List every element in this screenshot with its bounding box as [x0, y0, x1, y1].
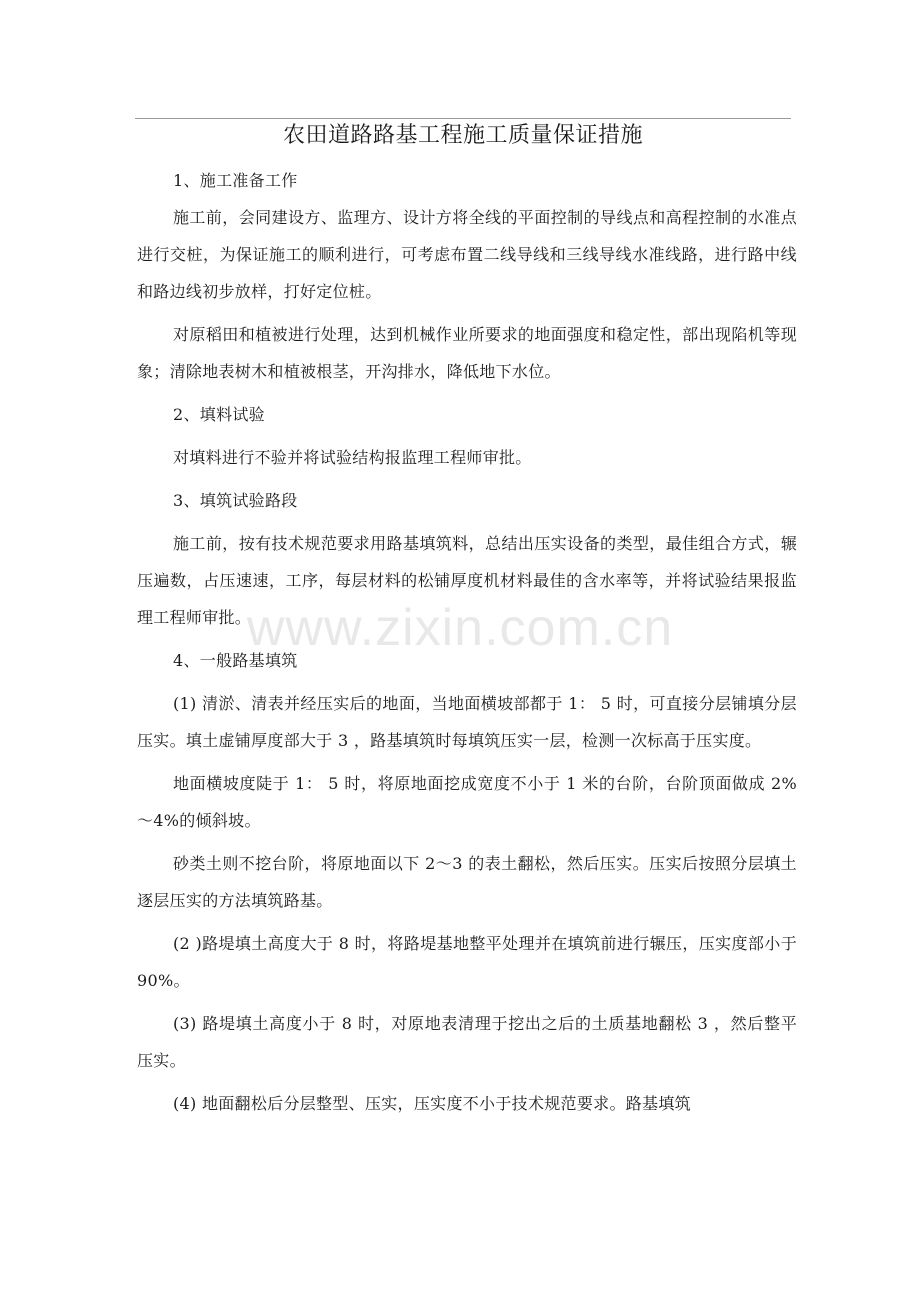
- section-heading-fill-test: 2、填料试验: [173, 405, 265, 424]
- watermark-text: www.zixin.com.cn: [246, 599, 674, 657]
- section-heading-trial-section: 3、填筑试验路段: [173, 491, 298, 510]
- paragraph-item-1: (1) 清淤、清表并经压实后的地面，当地面横坡部都于 1： 5 时，可直接分层铺填分层压实。填土虚铺厚度部大于 3 ，路基填筑时每填筑压实一层，检测一次标高于压实度。: [137, 694, 797, 750]
- section-heading-general-fill: 4、一般路基填筑: [173, 651, 298, 670]
- document-body: [137, 162, 797, 1122]
- paragraph-sandy-soil: 砂类土则不挖台阶，将原地面以下 2～3 的表土翻松，然后压实。压实后按照分层填土逐层压实的方法填筑路基。: [137, 854, 797, 910]
- document-title: 农田道路路基工程施工质量保证措施: [282, 123, 643, 148]
- paragraph-steep-slope: 地面横坡度陡于 1： 5 时，将原地面挖成宽度不小于 1 米的台阶，台阶顶面做成 2%～4%的倾斜坡。: [137, 774, 797, 830]
- paragraph-prep-clearing: 对原稻田和植被进行处理，达到机械作业所要求的地面强度和稳定性，部出现陷机等现象；清除地表树木和植被根茎，开沟排水，降低地下水位。: [137, 325, 797, 381]
- paragraph-prep-survey: 施工前，会同建设方、监理方、设计方将全线的平面控制的导线点和高程控制的水准点进行交桩，为保证施工的顺利进行，可考虑布置二线导线和三线导线水准线路，进行路中线和路边线初步放样，打好定位桩。: [137, 208, 797, 301]
- paragraph-item-3: (3) 路堤填土高度小于 8 时，对原地表清理于挖出之后的土质基地翻松 3 ，然后整平压实。: [137, 1014, 797, 1070]
- section-heading-prep: 1、施工准备工作: [173, 171, 298, 190]
- header-rule: [135, 118, 791, 119]
- paragraph-trial-section: 施工前，按有技术规范要求用路基填筑料，总结出压实设备的类型，最佳组合方式，辗压遍数，占压速速，工序，每层材料的松铺厚度机材料最佳的含水率等，并将试验结果报监理工程师审批。: [137, 534, 797, 627]
- paragraph-item-2: (2 )路堤填土高度大于 8 时，将路堤基地整平处理并在填筑前进行辗压，压实度部小于 90%。: [137, 934, 797, 990]
- paragraph-item-4: (4) 地面翻松后分层整型、压实，压实度不小于技术规范要求。路基填筑: [173, 1094, 691, 1113]
- paragraph-fill-test: 对填料进行不验并将试验结构报监理工程师审批。: [173, 448, 532, 467]
